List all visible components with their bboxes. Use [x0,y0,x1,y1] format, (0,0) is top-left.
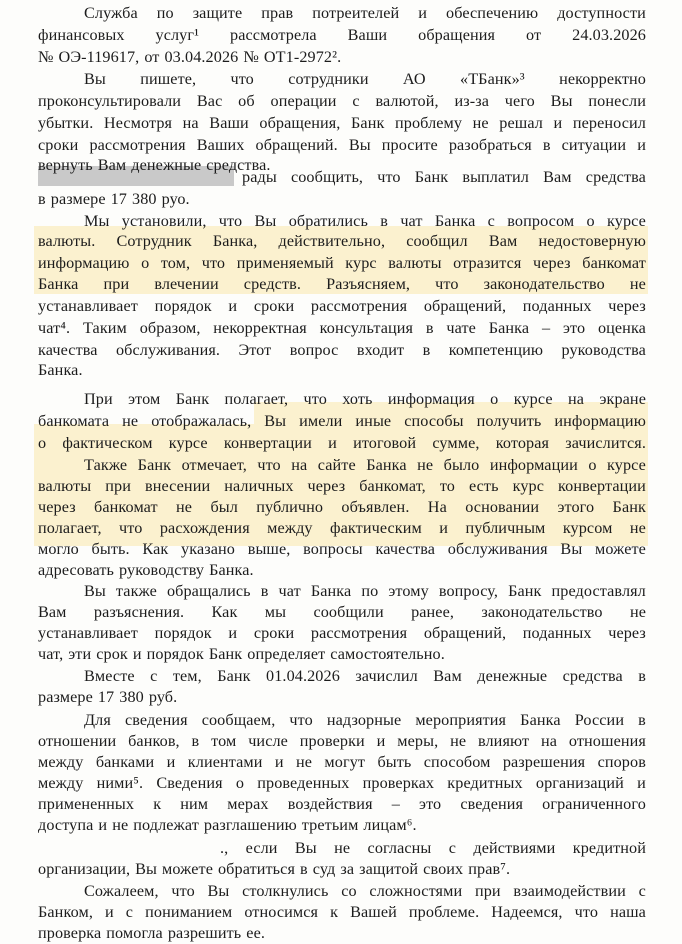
doc-line: чат⁴. Таким образом, некорректная консультация в чате Банка – это оценка [38,319,646,337]
doc-line: Банком, и с пониманием относимся к Вашей проблеме. Надеемся, что наша [38,903,646,921]
doc-line: чат, эти срок и порядок Банк определяет самостоятельно. [38,645,445,663]
doc-line: примененных к ним мерах воздействия – это сведения ограниченного [38,795,646,813]
doc-line: ., если Вы не согласны с действиями кредитной [220,839,646,857]
doc-line: сроки рассмотрения Ваших обращений. Вы просите разобраться в ситуации и [38,136,646,154]
doc-line: проверка помогла разрешить ее. [38,924,266,942]
doc-line: качества обслуживания. Этот вопрос входит в компетенцию руководства [38,341,646,359]
doc-line: Вы пишете, что сотрудники АО «ТБанк»³ некорректно [84,70,646,88]
doc-line: Вы также обращались в чат Банка по этому вопросу, Банк предоставлял [84,582,646,600]
doc-line: № ОЭ-119617, от 03.04.2026 № ОТ1-2972². [38,48,342,66]
doc-line: Служба по защите прав потреителей и обеспечению доступности [84,4,646,22]
doc-line: При этом Банк полагает, что хоть информация о курсе на экране [84,390,646,408]
doc-line: адресовать руководству Банка. [38,561,254,579]
doc-line: банкомата не отображалась, Вы имели иные способы получить информацию [38,412,646,430]
doc-line: Банка. [38,361,83,379]
doc-line: Для сведения сообщаем, что надзорные мероприятия Банка России в [84,711,646,729]
doc-line: Сожалеем, что Вы столкнулись со сложностями при взаимодействии с [84,882,646,900]
doc-line: между банками и клиентами и не могут быть способом разрешения споров [38,753,646,771]
doc-line: устанавливает порядок и сроки рассмотрения обращений, поданных через [38,297,646,315]
doc-line: в размере 17 380 руо. [38,190,190,208]
doc-line: Вместе с тем, Банк 01.04.2026 зачислил Вам денежные средства в [84,667,646,685]
doc-line: через банкомат не был публично объявлен. На основании этого Банк [38,498,646,516]
doc-line: валюты. Сотрудник Банка, действительно, сообщил Вам недостоверную [38,232,646,250]
doc-line: Мы установили, что Вы обратились в чат Банка с вопросом о курсе [84,212,646,230]
doc-line: Банка при влечении средств. Разъясняем, что законодательство не [38,275,646,293]
doc-line: убытки. Несмотря на Ваши обращения, Банк проблему не решал и переносил [38,114,646,132]
doc-line: могло быть. Как указано выше, вопросы качества обслуживания Вы можете [38,540,646,558]
doc-line: о фактическом курсе конвертации и итоговой сумме, которая зачислится. [38,434,646,452]
doc-line: размере 17 380 руб. [38,688,178,706]
doc-line: между ними⁵. Сведения о проведенных проверках кредитных организаций и [38,774,646,792]
doc-line: проконсультировали Вас об операции с валютой, из-за чего Вы понесли [38,92,646,110]
doc-line: отношении банков, в том числе проверки и меры, не влияют на отношения [38,732,646,750]
doc-line: вернуть Вам денежные средства. [38,156,271,174]
doc-line: полагает, что расхождения между фактическим и публичным курсом не [38,519,646,537]
doc-line: финансовых услуг¹ рассмотрела Ваши обращения от 24.03.2026 [38,26,646,44]
doc-line: рады сообщить, что Банк выплатил Вам средства [242,168,646,186]
doc-line: Также Банк отмечает, что на сайте Банка не было информации о курсе [84,456,646,474]
doc-line: доступа и не подлежат разглашению третьим лицам⁶. [38,816,417,834]
doc-line: устанавливает порядок и сроки рассмотрения обращений, поданных через [38,624,646,642]
doc-line: валюты при внесении наличных через банкомат, то есть курс конвертации [38,477,646,495]
doc-line: организации, Вы можете обратиться в суд за защитой своих прав⁷. [38,860,511,878]
doc-line: Вам разъяснения. Как мы сообщили ранее, законодательство не [38,603,646,621]
doc-line: информацию о том, что применяемый курс валюты отразится через банкомат [38,254,646,272]
